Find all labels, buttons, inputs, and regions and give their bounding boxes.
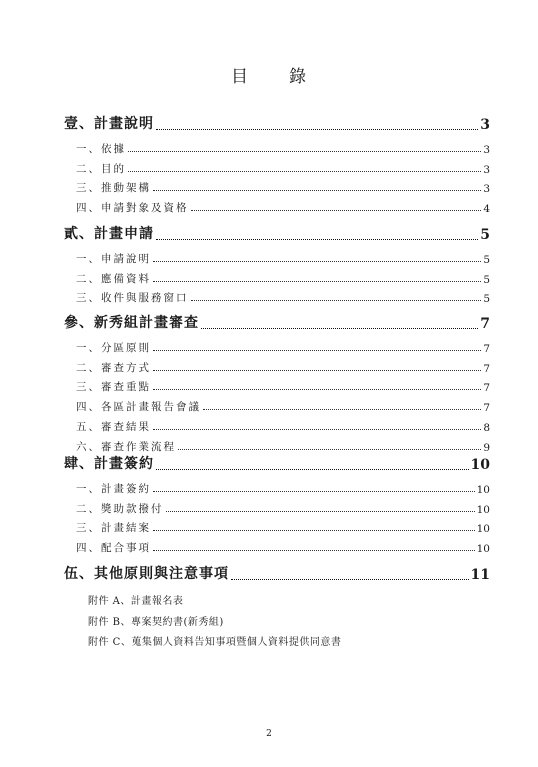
dot-leader	[153, 429, 481, 430]
toc-subsection-3-3[interactable]	[76, 379, 490, 394]
subsection-title: 三、審查重點	[76, 381, 151, 394]
dot-leader	[191, 210, 482, 211]
toc-subsection-3-1[interactable]	[76, 340, 490, 355]
subsection-title: 四、申請對象及資格	[76, 202, 189, 215]
dot-leader	[166, 511, 475, 512]
section-title: 伍、其他原則與注意事項	[64, 566, 229, 582]
toc-subsection-4-3[interactable]	[76, 520, 490, 535]
subsection-page-number: 5	[483, 273, 490, 286]
section-page-number: 3	[480, 117, 490, 133]
dot-leader	[153, 281, 481, 282]
section-title: 肆、計畫簽約	[64, 456, 154, 472]
toc-subsection-4-2[interactable]	[76, 501, 490, 516]
attachment-item-2: 附件 B、專案契約書(新秀組)	[88, 617, 224, 628]
subsection-title: 二、應備資料	[76, 272, 151, 285]
toc-subsection-4-1[interactable]	[76, 481, 490, 496]
subsection-title: 二、獎助款撥付	[76, 502, 164, 515]
subsection-page-number: 5	[483, 293, 490, 306]
toc-subsection-3-5[interactable]	[76, 419, 490, 434]
subsection-title: 四、配合事項	[76, 542, 151, 555]
subsection-page-number: 7	[483, 343, 490, 355]
dot-leader	[153, 550, 475, 551]
title-char-2: 錄	[289, 67, 307, 87]
dot-leader	[153, 491, 475, 492]
toc-subsection-1-1[interactable]	[76, 141, 490, 156]
dot-leader	[153, 389, 481, 390]
dot-leader	[153, 370, 481, 371]
toc-subsection-2-1[interactable]	[76, 251, 490, 266]
subsection-title: 六、審查作業流程	[76, 440, 176, 453]
toc-subsection-1-3[interactable]	[76, 180, 490, 195]
toc-subsection-3-4[interactable]	[76, 399, 490, 414]
subsection-title: 三、收件與服務窗口	[76, 292, 189, 305]
subsection-page-number: 9	[483, 441, 490, 454]
toc-section-5[interactable]	[64, 563, 490, 583]
toc-subsection-2-2[interactable]	[76, 271, 490, 286]
subsection-page-number: 8	[483, 421, 490, 434]
dot-leader	[128, 151, 481, 152]
section-page-number: 11	[470, 567, 490, 583]
title-char-1: 目	[231, 67, 249, 87]
dot-leader	[128, 171, 481, 172]
section-title: 參、新秀組計畫審查	[64, 315, 199, 331]
toc-section-4[interactable]	[64, 453, 490, 473]
dot-leader	[178, 449, 481, 450]
subsection-page-number: 4	[483, 203, 490, 216]
subsection-page-number: 7	[483, 402, 490, 415]
subsection-page-number: 5	[483, 254, 490, 266]
attachment-item-3: 附件 C、蒐集個人資料告知事項暨個人資料提供同意書	[88, 637, 342, 648]
dot-leader	[153, 530, 475, 531]
attachment-item-1: 附件 A、計畫報名表	[88, 596, 184, 607]
toc-subsection-4-4[interactable]	[76, 540, 490, 555]
page-number: 2	[266, 729, 272, 739]
subsection-page-number: 7	[483, 382, 490, 395]
dot-leader	[156, 239, 478, 240]
toc-section-3[interactable]	[64, 312, 490, 332]
section-title: 貳、計畫申請	[64, 226, 154, 242]
dot-leader	[153, 261, 481, 262]
subsection-page-number: 10	[476, 503, 490, 516]
dot-leader	[156, 469, 469, 470]
subsection-page-number: 3	[483, 144, 490, 156]
subsection-title: 二、目的	[76, 162, 126, 175]
dot-leader	[203, 409, 481, 410]
toc-subsection-3-6[interactable]	[76, 439, 490, 454]
dot-leader	[231, 579, 469, 580]
dot-leader	[156, 129, 478, 130]
toc-section-1[interactable]	[64, 113, 490, 133]
subsection-title: 三、計畫結案	[76, 522, 151, 535]
subsection-page-number: 10	[476, 523, 490, 536]
toc-section-2[interactable]	[64, 223, 490, 243]
subsection-title: 四、各區計畫報告會議	[76, 401, 201, 414]
subsection-title: 一、計畫簽約	[76, 483, 151, 495]
toc-title	[0, 62, 538, 87]
toc-subsection-3-2[interactable]	[76, 360, 490, 375]
toc-subsection-2-3[interactable]	[76, 290, 490, 305]
subsection-page-number: 10	[476, 484, 490, 496]
subsection-page-number: 3	[483, 183, 490, 196]
subsection-title: 一、依據	[76, 143, 126, 155]
subsection-page-number: 3	[483, 163, 490, 176]
subsection-page-number: 7	[483, 362, 490, 375]
toc-subsection-1-4[interactable]	[76, 200, 490, 215]
dot-leader	[201, 328, 478, 329]
subsection-title: 一、分區原則	[76, 342, 151, 354]
subsection-title: 二、審查方式	[76, 361, 151, 374]
section-page-number: 7	[480, 316, 490, 332]
section-page-number: 5	[480, 227, 490, 243]
dot-leader	[153, 350, 481, 351]
subsection-title: 一、申請說明	[76, 253, 151, 265]
section-page-number: 10	[470, 457, 490, 473]
toc-subsection-1-2[interactable]	[76, 161, 490, 176]
dot-leader	[191, 300, 482, 301]
dot-leader	[153, 190, 481, 191]
subsection-title: 五、審查結果	[76, 420, 151, 433]
subsection-page-number: 10	[476, 543, 490, 556]
subsection-title: 三、推動架構	[76, 182, 151, 195]
section-title: 壹、計畫說明	[64, 116, 154, 132]
